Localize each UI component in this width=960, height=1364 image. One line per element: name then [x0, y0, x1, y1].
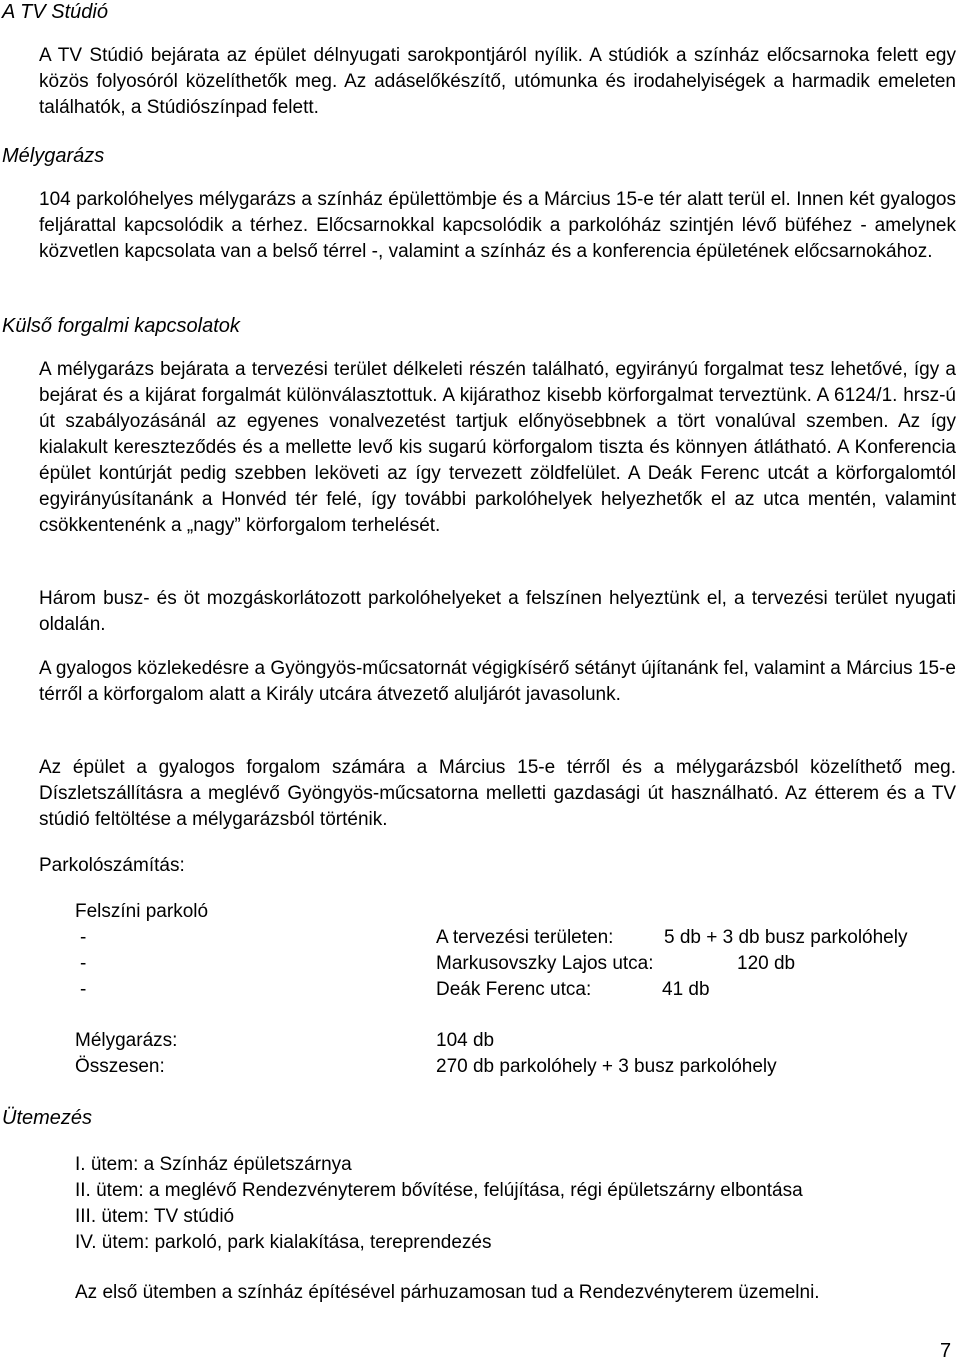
page-number: 7: [940, 1340, 952, 1362]
traffic-paragraph-3: A gyalogos közlekedésre a Gyöngyös-műcsatornát végigkísérő sétányt újítanánk fel, valamint a Március 15-e térről a körforgalom alatt a Király utcára átvezető aluljárót javasolunk.: [39, 658, 956, 705]
parking-row-3-dash: -: [80, 979, 87, 1000]
grand-total-label: Összesen:: [75, 1056, 165, 1077]
parking-row-2-dash: -: [80, 953, 87, 974]
section-heading-schedule: Ütemezés: [2, 1107, 93, 1129]
parking-title: Parkolószámítás:: [39, 855, 185, 876]
garage-total-label: Mélygarázs:: [75, 1030, 178, 1051]
parking-row-2-label: Markusovszky Lajos utca:: [436, 953, 654, 974]
surface-parking-title: Felszíni parkoló: [75, 901, 209, 922]
schedule-item-3: III. ütem: TV stúdió: [75, 1206, 235, 1227]
parking-row-1-value: 5 db + 3 db busz parkolóhely: [664, 927, 908, 948]
parking-row-3-value: 41 db: [662, 979, 710, 1000]
parking-row-2-value: 120 db: [737, 953, 796, 974]
section-heading-traffic: Külső forgalmi kapcsolatok: [2, 315, 240, 337]
schedule-item-2: II. ütem: a meglévő Rendezvényterem bővítése, felújítása, régi épületszárny elbontása: [75, 1180, 803, 1201]
tv-studio-paragraph: A TV Stúdió bejárata az épület délnyugati sarokpontjáról nyílik. A stúdiók a színház előcsarnoka felett egy közös folyosóról közelíthetők meg. Az adáselőkészítő, utómunka és irodahelyiségek a harmadik emeleten találhatók, a Stúdiószínpad felett.: [39, 45, 956, 118]
section-heading-garage: Mélygarázs: [2, 145, 105, 167]
schedule-item-4: IV. ütem: parkoló, park kialakítása, tereprendezés: [75, 1232, 492, 1253]
parking-row-1-dash: -: [80, 927, 87, 948]
garage-paragraph: 104 parkolóhelyes mélygarázs a színház épülettömbje és a Március 15-e tér alatt terül el. Innen két gyalogos feljárattal kapcsolódik a térhez. Előcsarnokkal kapcsolódik a parkolóház szintjén lévő büféhez - amelynek közvetlen kapcsolata van a belső térrel -, valamint a színház és a konferencia épületének előcsarnokához.: [39, 189, 956, 262]
schedule-closing: Az első ütemben a színház építésével párhuzamosan tud a Rendezvényterem üzemelni.: [75, 1282, 820, 1303]
traffic-paragraph-2: Három busz- és öt mozgáskorlátozott parkolóhelyeket a felszínen helyeztünk el, a tervezési terület nyugati oldalán.: [39, 588, 956, 635]
traffic-paragraph-4: Az épület a gyalogos forgalom számára a Március 15-e térről és a mélygarázsból közelíthető meg. Díszletszállításra a meglévő Gyöngyös-műcsatorna melletti gazdasági út használható. Az étterem és a TV stúdió feltöltése a mélygarázsból történik.: [39, 757, 956, 830]
parking-row-3-label: Deák Ferenc utca:: [436, 979, 592, 1000]
section-heading-tv-studio: A TV Stúdió: [2, 1, 108, 23]
parking-row-1-label: A tervezési területen:: [436, 927, 614, 948]
traffic-paragraph-1: A mélygarázs bejárata a tervezési terület délkeleti részén található, egyirányú forgalmat tesz lehetővé, így a bejárat és a kijárat forgalmát különválasztottuk. A kijárathoz kisebb körforgalmat terveztünk. A 6124/1. hrsz-ú út szabályozásánál az egyenes vonalvezetést tartjuk előnyösebbnek a tört vonalúval szemben. Az így kialakult kereszteződés és a mellette levő kis sugarú körforgalom tiszta és könnyen átlátható. A Konferencia épület kontúrját pedig szebben leköveti az így tervezett zöldfelület. A Deák Ferenc utcát a körforgalomtól egyirányúsítanánk a Honvéd tér felé, így további parkolóhelyek helyezhetők el az utca mentén, valamint csökkentenénk a „nagy” körforgalom terhelését.: [39, 359, 956, 536]
grand-total-value: 270 db parkolóhely + 3 busz parkolóhely: [436, 1056, 777, 1077]
garage-total-value: 104 db: [436, 1030, 495, 1051]
schedule-item-1: I. ütem: a Színház épületszárnya: [75, 1154, 352, 1175]
